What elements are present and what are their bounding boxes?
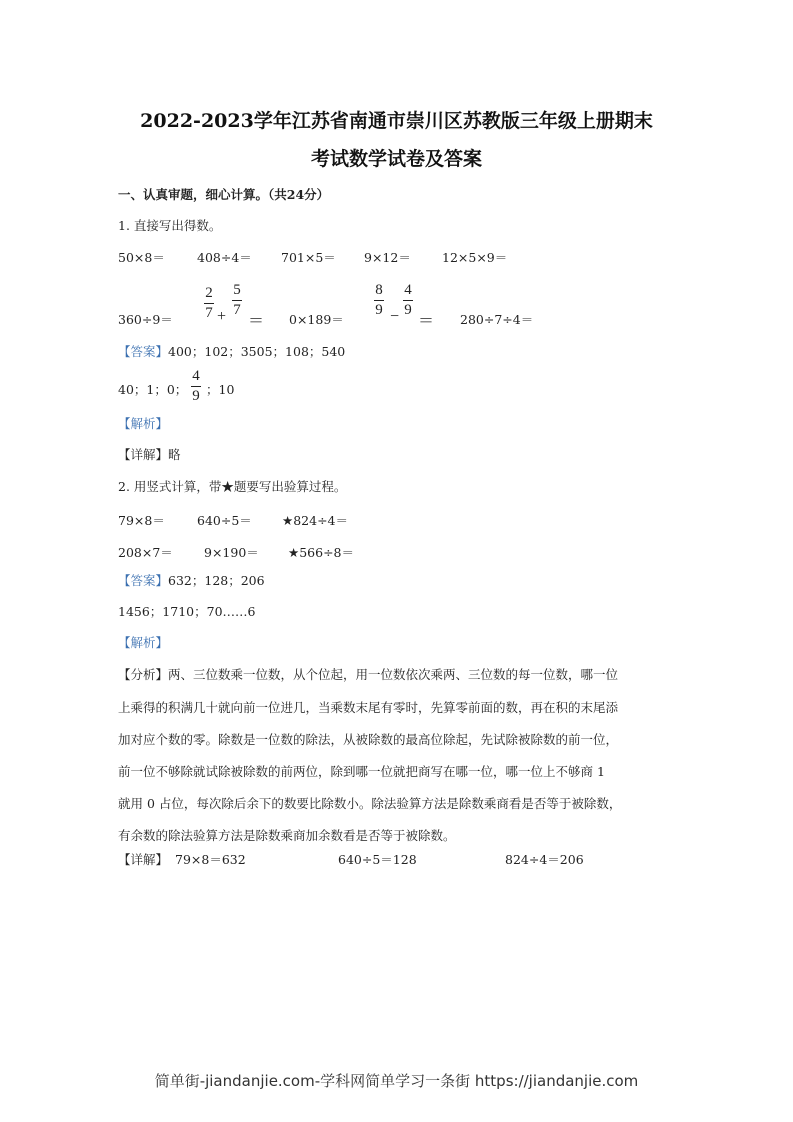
q1-row2 [0,280,793,330]
answer-text: 632；128；206 [168,573,265,588]
problem: 360÷9＝ [118,312,173,327]
answer-text: ；10 [206,382,235,397]
analysis-tag: 【解析】 [118,416,169,431]
detail-item: 79×8＝632 [175,852,246,867]
section-heading: 一、认真审题，细心计算。（共24分） [118,187,330,202]
detail-item: 824÷4＝206 [505,852,584,867]
fraction [191,368,201,405]
analysis-line: 加对应个数的零。除数是一位数的除法，从被除数的最高位除起，先试除被除数的前一位， [118,732,619,747]
numerator: 4 [404,282,412,298]
fenxi-tag: 【分析】 [118,667,169,682]
q1-detail [118,447,181,463]
denominator: 7 [205,305,213,321]
problem: 79×8＝ [118,513,165,528]
answer-text: 400；102；3505；108；540 [168,344,346,359]
answer-text: 40；1；0； [118,382,188,397]
numerator: 4 [192,368,200,384]
denominator: 9 [375,302,383,318]
plus-sign: + [217,308,227,325]
numerator: 5 [233,282,241,298]
analysis-tag: 【解析】 [118,635,169,650]
denominator: 9 [192,388,200,404]
q2-row2 [0,543,793,559]
problem: 408÷4＝ [197,250,252,265]
analysis-line: 有余数的除法验算方法是除数乘商加余数看是否等于被除数。 [118,828,456,843]
answer-tag: 【答案】 [118,573,169,588]
detail-item: 640÷5＝128 [338,852,417,867]
analysis-line: 就用 0 占位，每次除后余下的数要比除数小。除法验算方法是除数乘商看是否等于被除数， [118,796,622,811]
fraction [403,282,413,319]
analysis-line [118,667,618,683]
doc-title-line2: 考试数学试卷及答案 [310,148,482,170]
analysis-line: 上乘得的积满几十就向前一位进几，当乘数末尾有零时，先算零前面的数，再在积的末尾添 [118,700,619,715]
problem: 50×8＝ [118,250,165,265]
problem: ★824÷4＝ [282,513,348,528]
minus-sign: − [390,308,400,325]
answer-tag: 【答案】 [118,344,169,359]
detail-tag: 【详解】 [118,447,169,462]
denominator: 9 [404,302,412,318]
q1-prompt: 1. 直接写出得数。 [118,218,222,233]
q1-row1 [0,250,793,266]
q2-detail [0,852,793,868]
problem: 280÷7÷4＝ [460,312,534,327]
numerator: 2 [205,285,213,301]
footer-watermark: 简单街-jiandanjie.com-学科网简单学习一条街 https://jiandanjie.com [154,1072,639,1090]
problem: 208×7＝ [118,545,173,560]
detail-tag: 【详解】 [118,852,169,867]
problem: 9×190＝ [204,545,259,560]
q1-answer-line2 [118,368,318,408]
problem: 0×189＝ [289,312,344,327]
denominator: 7 [233,302,241,318]
q2-row1 [0,511,793,527]
doc-title-line1: 2022-2023学年江苏省南通市崇川区苏教版三年级上册期末 [140,110,653,132]
fraction [374,282,384,319]
equals-sign: ＝ [418,313,435,330]
q2-prompt: 2. 用竖式计算，带★题要写出验算过程。 [118,479,347,494]
analysis-text: 两、三位数乘一位数，从个位起，用一位数依次乘两、三位数的每一位数，哪一位 [168,667,619,682]
detail-text: 略 [168,447,181,462]
problem: 9×12＝ [364,250,411,265]
analysis-line: 前一位不够除就试除被除数的前两位，除到哪一位就把商写在哪一位，哪一位上不够商 1 [118,764,605,779]
q2-answer [118,573,265,589]
problem: 701×5＝ [281,250,336,265]
q1-answer [118,344,345,360]
fraction [232,282,242,319]
problem: ★566÷8＝ [288,545,354,560]
problem: 640÷5＝ [197,513,252,528]
q2-answer-line2: 1456；1710；70……6 [118,604,256,619]
fraction [204,285,214,322]
problem: 12×5×9＝ [442,250,508,265]
numerator: 8 [375,282,383,298]
equals-sign: ＝ [248,313,265,330]
